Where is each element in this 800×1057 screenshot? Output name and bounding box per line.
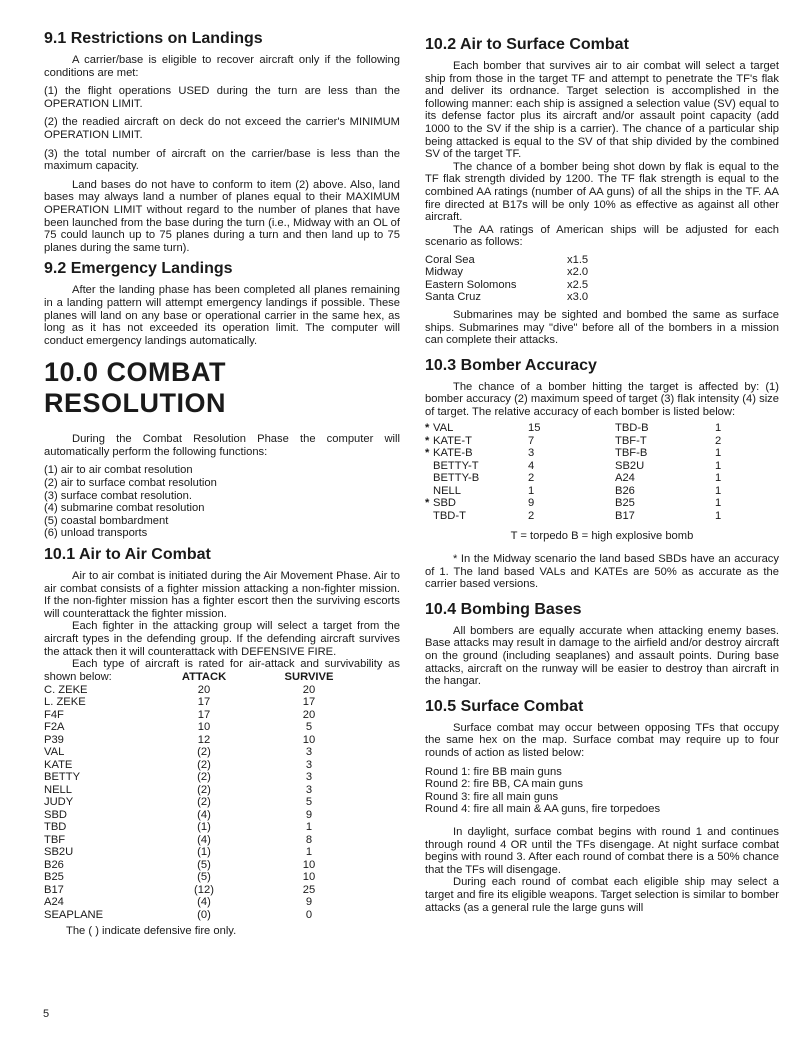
asterisk-mark: * [425, 422, 430, 435]
aircraft-name: F2A [44, 721, 65, 734]
table-row [44, 871, 364, 884]
scenario-multiplier: x1.5 [567, 253, 589, 266]
scenario-multiplier: x3.0 [567, 291, 589, 304]
table-row [44, 709, 364, 722]
survive-value: 9 [305, 808, 313, 821]
aircraft-name: JUDY [44, 796, 74, 809]
attack-value: (2) [197, 796, 211, 809]
aircraft-name: A24 [44, 896, 64, 909]
attack-value: 10 [197, 721, 211, 734]
table-row [615, 485, 735, 498]
attack-value: 17 [197, 708, 211, 721]
list-item: Round 3: fire all main guns [425, 790, 559, 803]
table-row [44, 771, 364, 784]
rounds-list [425, 766, 779, 816]
section-10-1-title: 10.1 Air to Air Combat [44, 546, 211, 564]
aircraft-name: NELL [44, 783, 72, 796]
bomber-name: VAL [433, 422, 454, 435]
bomber-name: NELL [433, 484, 461, 497]
section-10-3-title: 10.3 Bomber Accuracy [425, 356, 597, 374]
survive-value: 0 [305, 908, 313, 921]
survive-value: 20 [302, 683, 316, 696]
attack-value: (0) [197, 908, 211, 921]
bomber-accuracy: 15 [528, 422, 541, 435]
section-10-1-paragraph-2: Each fighter in the attacking group will select a target from the aircraft types in the defending group. If the defending aircraft survives the attack then it will counterattack with DEFENSIVE FIRE. [44, 620, 400, 658]
scenario-name: Coral Sea [425, 253, 475, 266]
list-item: (5) coastal bombardment [44, 514, 169, 527]
table-row [425, 254, 588, 267]
aircraft-name: B26 [44, 858, 64, 871]
bomber-accuracy: 2 [528, 472, 535, 485]
table-row [425, 279, 588, 292]
list-item: (1) air to air combat resolution [44, 464, 193, 477]
bomber-name: KATE-T [433, 434, 472, 447]
aircraft-name: F4F [44, 708, 64, 721]
bomber-name: BETTY-B [433, 472, 480, 485]
bomber-name: A24 [615, 472, 635, 485]
survive-value: 8 [305, 833, 313, 846]
attack-value: (2) [197, 758, 211, 771]
bomber-name: TBF-B [615, 447, 648, 460]
table-row [425, 291, 588, 304]
left-column [44, 30, 400, 938]
section-10-2-title: 10.2 Air to Surface Combat [425, 36, 629, 53]
table-row [425, 435, 615, 448]
condition-1: (1) the flight operations USED during the turn are less than the OPERATION LIMIT. [44, 85, 400, 110]
attack-value: 17 [197, 696, 211, 709]
table-row [615, 497, 735, 510]
survive-value: 3 [305, 771, 313, 784]
aircraft-name: BETTY [44, 771, 81, 784]
condition-2: (2) the readied aircraft on deck do not exceed the carrier's MINIMUM OPERATION LIMIT. [44, 116, 400, 141]
section-10-2-paragraph-4: Submarines may be sighted and bombed the same as surface ships. Submarines may "dive" before all of the bombers in a mission can complete their attacks. [425, 308, 779, 347]
list-item: (2) air to surface combat resolution [44, 477, 217, 490]
table-row [425, 510, 615, 523]
attack-value: 20 [197, 683, 211, 696]
table-row [44, 834, 364, 847]
bomber-name: TBD-B [615, 422, 649, 435]
table-row [425, 485, 615, 498]
aircraft-name: VAL [44, 746, 65, 759]
aircraft-table [44, 671, 364, 921]
asterisk-mark [425, 510, 433, 523]
list-item: Round 2: fire BB, CA main guns [425, 778, 583, 791]
section-10-3-note: * In the Midway scenario the land based SBDs have an accuracy of 1. The land based VALs and KATEs are 50% as accurate as the carrier based versions. [425, 553, 779, 591]
asterisk-mark [425, 460, 433, 473]
attack-value: (4) [197, 896, 211, 909]
survive-value: 10 [302, 858, 316, 871]
bomber-name: B25 [615, 497, 635, 510]
table-row [425, 422, 615, 435]
section-9-1-intro: A carrier/base is eligible to recover aircraft only if the following conditions are met: [44, 54, 400, 79]
table-row [615, 460, 735, 473]
table-row [44, 696, 364, 709]
list-item: Round 4: fire all main & AA guns, fire torpedoes [425, 803, 661, 816]
bomber-name: B26 [615, 484, 635, 497]
table-row [425, 497, 615, 510]
survive-value: 1 [305, 846, 313, 859]
aircraft-name: C. ZEKE [44, 683, 88, 696]
section-10-3-paragraph: The chance of a bomber hitting the target is affected by: (1) bomber accuracy (2) maximum speed of target (3) flak intensity (4) size of target. The relative accuracy of each bomber is listed below: [425, 380, 779, 418]
attack-value: (12) [194, 883, 214, 896]
section-10-2-paragraph-1: Each bomber that survives air to air combat will select a target ship from those in the target TF and attempt to penetrate the TF's flak and deliver its ordnance. Target selection is accomplished in the following manner: each ship is assigned a selection value (SV) equal to its defense factor plus its aircraft and/or assault point capacity (add 1000 to the SV if the ship is a carrier). The chance of a particular ship being attacked is equal to the SV of that ship divided by the combined SV of the target TF. [425, 60, 779, 161]
bomber-accuracy: 1 [715, 459, 722, 472]
bomber-accuracy: 7 [528, 434, 535, 447]
table-row [44, 734, 364, 747]
table-row [44, 809, 364, 822]
bomber-accuracy: 9 [528, 497, 535, 510]
table-row [425, 460, 615, 473]
attack-value: (4) [197, 833, 211, 846]
table-row [425, 447, 615, 460]
bomber-name: BETTY-T [433, 459, 479, 472]
attack-value: (5) [197, 871, 211, 884]
table-row [615, 472, 735, 485]
section-9-2-title: 9.2 Emergency Landings [44, 260, 233, 278]
section-10-1-paragraph-3: Each type of aircraft is rated for air-attack and survivability as shown below: [44, 658, 400, 683]
section-10-intro: During the Combat Resolution Phase the computer will automatically perform the following functions: [44, 433, 400, 458]
scenario-name: Eastern Solomons [425, 278, 517, 291]
aircraft-name: TBD [44, 821, 67, 834]
table-row [44, 759, 364, 772]
bomber-name: SB2U [615, 459, 645, 472]
section-10-5-paragraph-2: In daylight, surface combat begins with round 1 and continues through round 4 OR until the TFs disengage. At night surface combat begins with round 3. After each round of combat there is a 50% chance that the TFs will disengage. [425, 825, 779, 876]
section-10-4-title: 10.4 Bombing Bases [425, 600, 582, 618]
attack-value: (2) [197, 783, 211, 796]
table-row [44, 784, 364, 797]
section-10-4-paragraph: All bombers are equally accurate when attacking enemy bases. Base attacks may result in damage to the airfield and/or destroy aircraft on the ground (including seaplanes) and assault points. During base attacks, aircraft on the runway will be easier to destroy than aircraft in the hangar. [425, 624, 779, 688]
scenario-multiplier: x2.5 [567, 278, 589, 291]
scenario-multiplier: x2.0 [567, 266, 589, 279]
right-column [425, 36, 779, 914]
table-row [44, 721, 364, 734]
survive-value: 10 [302, 871, 316, 884]
list-item: (4) submarine combat resolution [44, 502, 205, 515]
bomber-accuracy: 1 [715, 472, 722, 485]
attack-value: 12 [197, 733, 211, 746]
survive-value: 10 [302, 733, 316, 746]
aircraft-name: KATE [44, 758, 73, 771]
bomber-accuracy: 1 [715, 447, 722, 460]
bomber-name: KATE-B [433, 447, 473, 460]
table-row [425, 266, 588, 279]
bomber-accuracy: 1 [715, 422, 722, 435]
attack-value: (1) [197, 821, 211, 834]
asterisk-mark: * [425, 434, 430, 447]
table-row [615, 510, 735, 523]
bomber-accuracy: 2 [715, 434, 722, 447]
section-10-title: 10.0 COMBAT RESOLUTION [44, 357, 227, 419]
survive-value: 25 [302, 883, 316, 896]
table-row [44, 859, 364, 872]
table-row [615, 435, 735, 448]
table-row [615, 422, 735, 435]
table-row [615, 447, 735, 460]
section-9-1-title: 9.1 Restrictions on Landings [44, 30, 263, 47]
aircraft-name: SB2U [44, 846, 74, 859]
section-10-5-title: 10.5 Surface Combat [425, 697, 584, 715]
asterisk-mark [425, 472, 433, 485]
table-row [44, 896, 364, 909]
scenario-name: Santa Cruz [425, 291, 481, 304]
bomber-accuracy: 1 [528, 484, 535, 497]
table-row [44, 846, 364, 859]
survive-value: 1 [305, 821, 313, 834]
survive-value: 9 [305, 896, 313, 909]
bomb-legend: T = torpedo B = high explosive bomb [510, 530, 694, 543]
attack-header: ATTACK [181, 671, 227, 684]
table-note: The ( ) indicate defensive fire only. [66, 925, 237, 938]
bomber-accuracy: 1 [715, 484, 722, 497]
table-row [44, 909, 364, 922]
bomber-name: TBF-T [615, 434, 647, 447]
attack-value: (2) [197, 771, 211, 784]
bomber-name: SBD [433, 497, 457, 510]
table-row [425, 472, 615, 485]
function-list [44, 464, 400, 540]
aircraft-name: SBD [44, 808, 68, 821]
attack-value: (1) [197, 846, 211, 859]
bomber-accuracy: 4 [528, 459, 535, 472]
survive-value: 5 [305, 721, 313, 734]
section-10-5-paragraph-3: During each round of combat each eligible ship may select a target and fire its eligible weapons. Target selection is similar to bomber attacks (as a general rule the large guns will [425, 876, 779, 914]
attack-value: (5) [197, 858, 211, 871]
survive-value: 3 [305, 783, 313, 796]
section-9-1-paragraph: Land bases do not have to conform to item (2) above. Also, land bases may always land a number of planes equal to their MAXIMUM OPERATION LIMIT without regard to the number of planes that have been launched from the base during the turn (i.e., Midway with an OL of 75 could launch up to 75 planes during a turn and then land up to 75 planes during the same turn). [44, 178, 400, 254]
scenario-table [425, 254, 588, 304]
bomber-name: TBD-T [433, 509, 466, 522]
survive-value: 5 [305, 796, 313, 809]
bomber-accuracy-table [425, 422, 779, 522]
section-9-2-paragraph: After the landing phase has been completed all planes remaining in a landing pattern will attempt emergency landings if possible. These planes will land on any base or operational carrier in the same hex, as long as it has not exceeded its operation limit. The computer will conduct emergency landings automatically. [44, 284, 400, 347]
asterisk-mark: * [425, 447, 430, 460]
table-row [44, 821, 364, 834]
survive-header: SURVIVE [284, 671, 334, 684]
aircraft-name: TBF [44, 833, 66, 846]
condition-3: (3) the total number of aircraft on the carrier/base is less than the maximum capacity. [44, 147, 400, 173]
bomber-accuracy: 1 [715, 509, 722, 522]
table-row [44, 884, 364, 897]
aircraft-name: L. ZEKE [44, 696, 86, 709]
asterisk-mark [425, 485, 433, 498]
survive-value: 20 [302, 708, 316, 721]
table-row [44, 746, 364, 759]
scenario-name: Midway [425, 266, 463, 279]
bomber-accuracy: 2 [528, 509, 535, 522]
list-item: (6) unload transports [44, 527, 148, 540]
survive-value: 3 [305, 758, 313, 771]
survive-value: 3 [305, 746, 313, 759]
aircraft-name: P39 [44, 733, 64, 746]
section-10-5-paragraph-1: Surface combat may occur between opposing TFs that occupy the same hex on the map. Surface combat may require up to four rounds of action as listed below: [425, 721, 779, 759]
table-row [44, 796, 364, 809]
attack-value: (2) [197, 746, 211, 759]
table-row [44, 684, 364, 697]
list-item: Round 1: fire BB main guns [425, 765, 562, 778]
aircraft-name: SEAPLANE [44, 908, 104, 921]
section-10-2-paragraph-2: The chance of a bomber being shot down by flak is equal to the TF flak strength divided by 1200. The TF flak strength is equal to the combined AA ratings (number of AA guns) of all the ships in the TF. AA fire directed at B17s will be only 10% as effective as against all other aircraft. [425, 160, 779, 224]
section-10-1-paragraph-1: Air to air combat is initiated during the Air Movement Phase. Air to air combat consists of a fighter mission attacking a non-fighter mission. If the non-fighter mission has a fighter escort then the surviving escorts will counterattack the fighter mission. [44, 570, 400, 620]
page-number: 5 [43, 1008, 50, 1020]
aircraft-name: B25 [44, 871, 64, 884]
survive-value: 17 [302, 696, 316, 709]
section-10-2-paragraph-3: The AA ratings of American ships will be adjusted for each scenario as follows: [425, 223, 779, 249]
attack-value: (4) [197, 808, 211, 821]
aircraft-name: B17 [44, 883, 64, 896]
asterisk-mark: * [425, 497, 430, 510]
bomber-accuracy: 1 [715, 497, 722, 510]
bomber-name: B17 [615, 509, 635, 522]
bomber-accuracy: 3 [528, 447, 535, 460]
list-item: (3) surface combat resolution. [44, 489, 192, 502]
